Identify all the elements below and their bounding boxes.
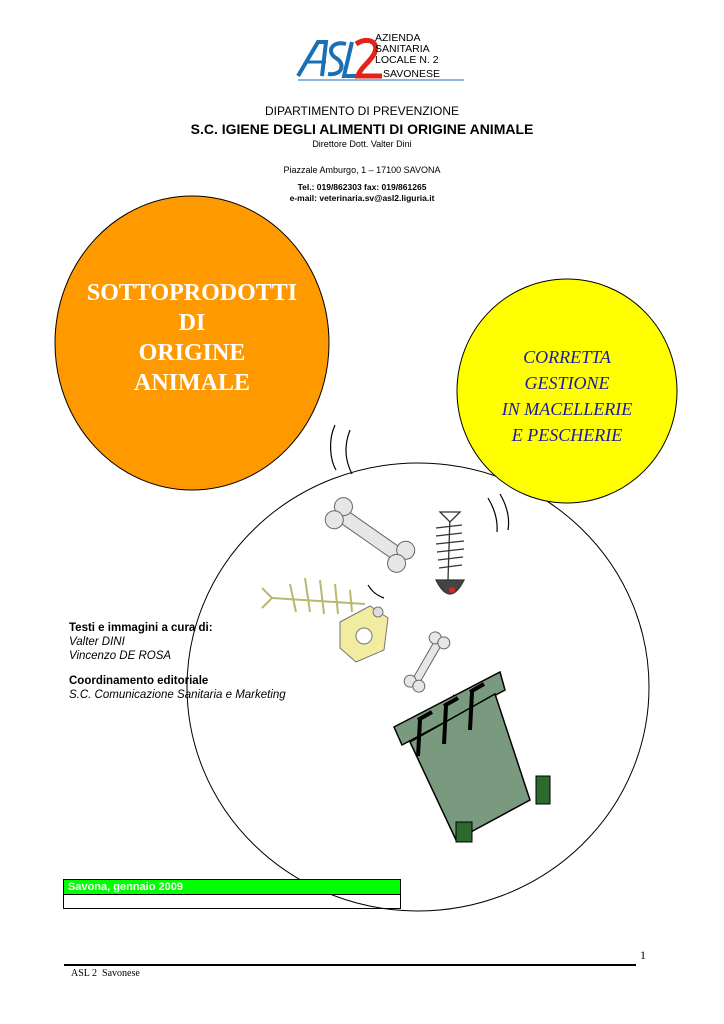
email: e-mail: veterinaria.sv@asl2.liguria.it [289,193,435,203]
department-name: DIPARTIMENTO DI PREVENZIONE [264,104,460,118]
trash-bin-icon [394,672,550,842]
subtitle-line: E PESCHERIE [511,425,623,445]
logo-line: LOCALE N. 2 [375,54,439,66]
page-number: 1 [640,948,646,962]
subtitle-line: CORRETTA [523,347,611,367]
date-text: Savona, gennaio 2009 [64,880,400,895]
address: Piazzale Amburgo, 1 – 17100 SAVONA [283,165,441,175]
subtitle-line: GESTIONE [524,373,610,393]
logo-line: SAVONESE [383,68,440,80]
logo-line: SANITARIA [375,43,430,55]
texts-heading: Testi e immagini a cura di: [69,622,213,634]
footer-rule [64,964,636,966]
title-line: ANIMALE [133,370,250,396]
small-bone-icon [402,630,452,695]
fish-skeleton-icon [436,512,464,594]
title-line: SOTTOPRODOTTI [86,280,298,306]
subtitle [457,344,677,448]
date-box [63,879,401,909]
credits [69,621,389,702]
author-name: Valter DINI [69,636,125,648]
author-name: Vincenzo DE ROSA [69,650,172,662]
director-name: Direttore Dott. Valter Dini [312,139,412,149]
coord-heading: Coordinamento editoriale [69,675,209,687]
title-line: DI [178,310,206,336]
main-title [55,278,329,398]
footer-text: ASL 2 Savonese [71,968,140,979]
subtitle-line: IN MACELLERIE [501,399,633,419]
bone-icon [322,494,419,576]
fish-bones-icon [262,578,365,614]
coord-value: S.C. Comunicazione Sanitaria e Marketing [69,689,286,701]
phone: Tel.: 019/862303 fax: 019/861265 [297,182,427,192]
title-line: ORIGINE [138,340,246,366]
logo-line: AZIENDA [375,32,421,44]
unit-name: S.C. IGIENE DEGLI ALIMENTI DI ORIGINE ANIMALE [190,121,534,137]
